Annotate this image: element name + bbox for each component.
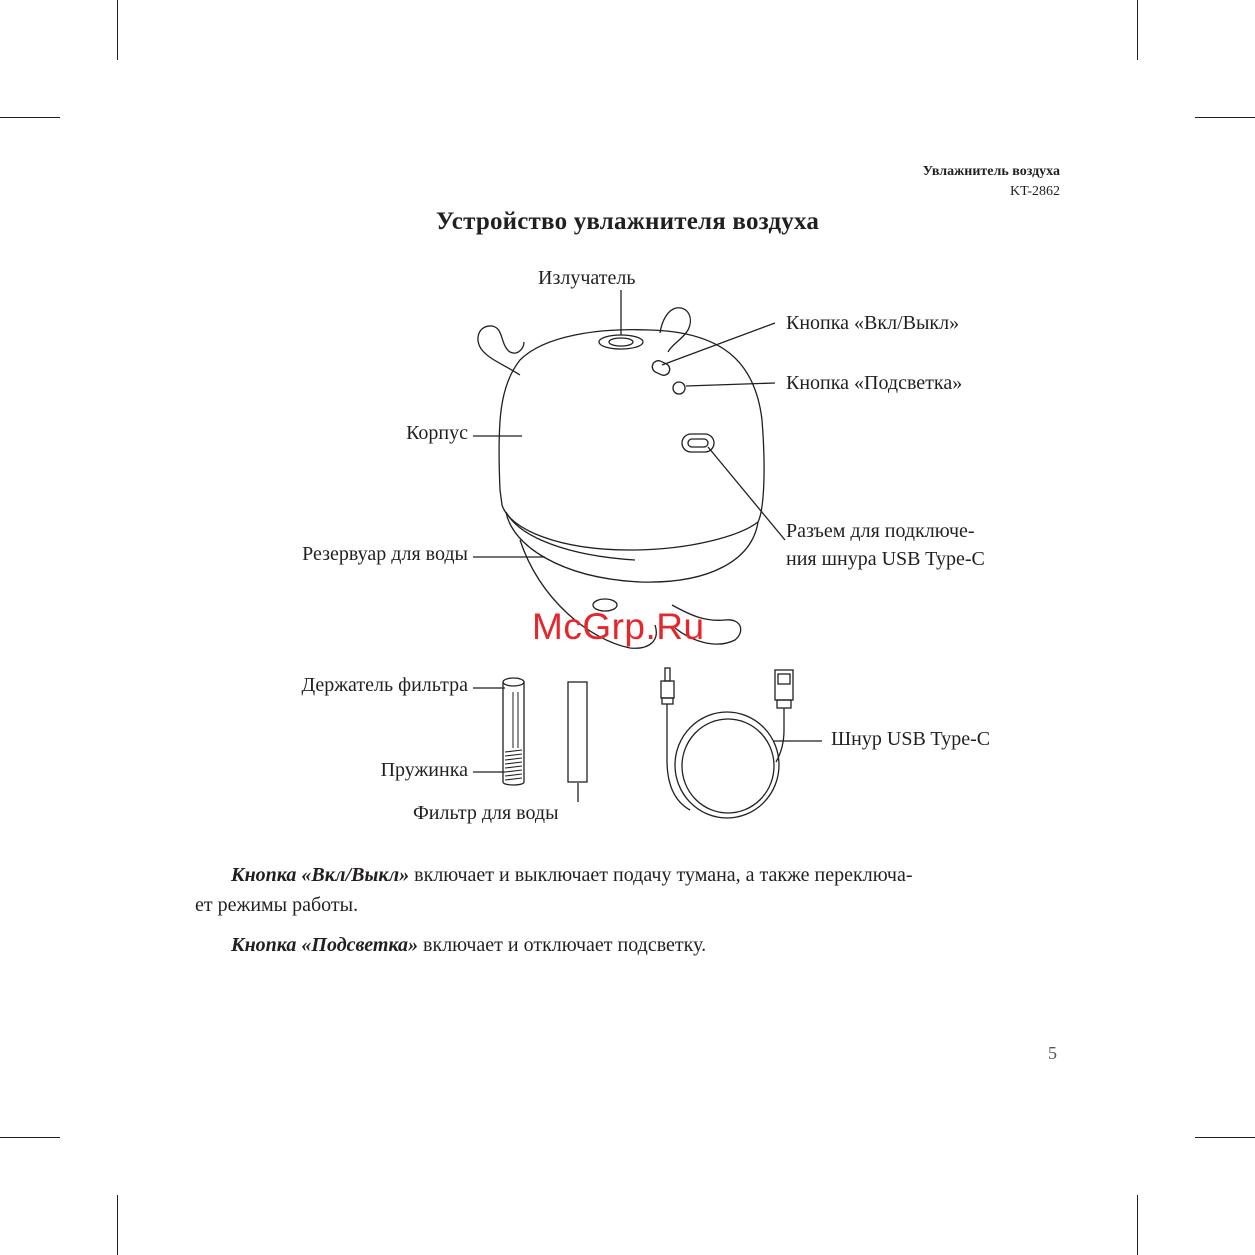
label-usb-port-line2: ния шнура USB Type-C — [786, 548, 985, 570]
power-button-shape — [650, 359, 671, 377]
right-antler — [660, 308, 690, 352]
paragraph-keyword: Кнопка «Вкл/Выкл» — [231, 864, 410, 886]
page-number: 5 — [1048, 1043, 1057, 1063]
header-product: Увлажнитель воздуха — [922, 164, 1060, 179]
spring-coils — [505, 750, 522, 780]
usb-cable-illustration — [661, 668, 793, 818]
label-light-button: Кнопка «Подсветка» — [786, 372, 963, 394]
left-antler — [478, 326, 524, 375]
leader-line — [686, 383, 775, 386]
label-body: Корпус — [406, 422, 468, 444]
light-button-shape — [673, 382, 685, 394]
leader-line — [662, 323, 775, 365]
label-usb-cable: Шнур USB Type-C — [831, 728, 991, 750]
label-power-button: Кнопка «Вкл/Выкл» — [786, 312, 960, 334]
filter-holder-illustration — [503, 678, 524, 785]
watermark: McGrp.Ru — [532, 606, 705, 647]
emitter-shape — [599, 335, 643, 349]
water-filter-illustration — [568, 682, 587, 782]
header-model: KT-2862 — [1009, 184, 1060, 199]
label-emitter: Излучатель — [538, 267, 636, 289]
paragraph-text: включает и отключает подсветку. — [418, 934, 707, 956]
paragraph-light-button — [195, 930, 1055, 960]
body-shape — [499, 330, 764, 550]
label-usb-port-line1: Разъем для подключе- — [786, 520, 975, 542]
paragraph-power-button — [195, 860, 1055, 920]
leader-line — [708, 447, 785, 540]
label-filter-holder: Держатель фильтра — [301, 674, 468, 696]
paragraph-text: включает и выключает подачу тумана, а также переключа- — [409, 864, 913, 886]
humidifier-illustration — [478, 308, 764, 648]
paragraph-keyword: Кнопка «Подсветка» — [231, 934, 419, 956]
paragraph-text: ет режимы работы. — [195, 894, 359, 916]
label-water-filter: Фильтр для воды — [413, 802, 559, 824]
page-title: Устройство увлажнителя воздуха — [435, 208, 820, 235]
reservoir-shape — [506, 512, 758, 582]
label-spring: Пружинка — [380, 759, 468, 781]
label-reservoir: Резервуар для воды — [302, 543, 468, 565]
